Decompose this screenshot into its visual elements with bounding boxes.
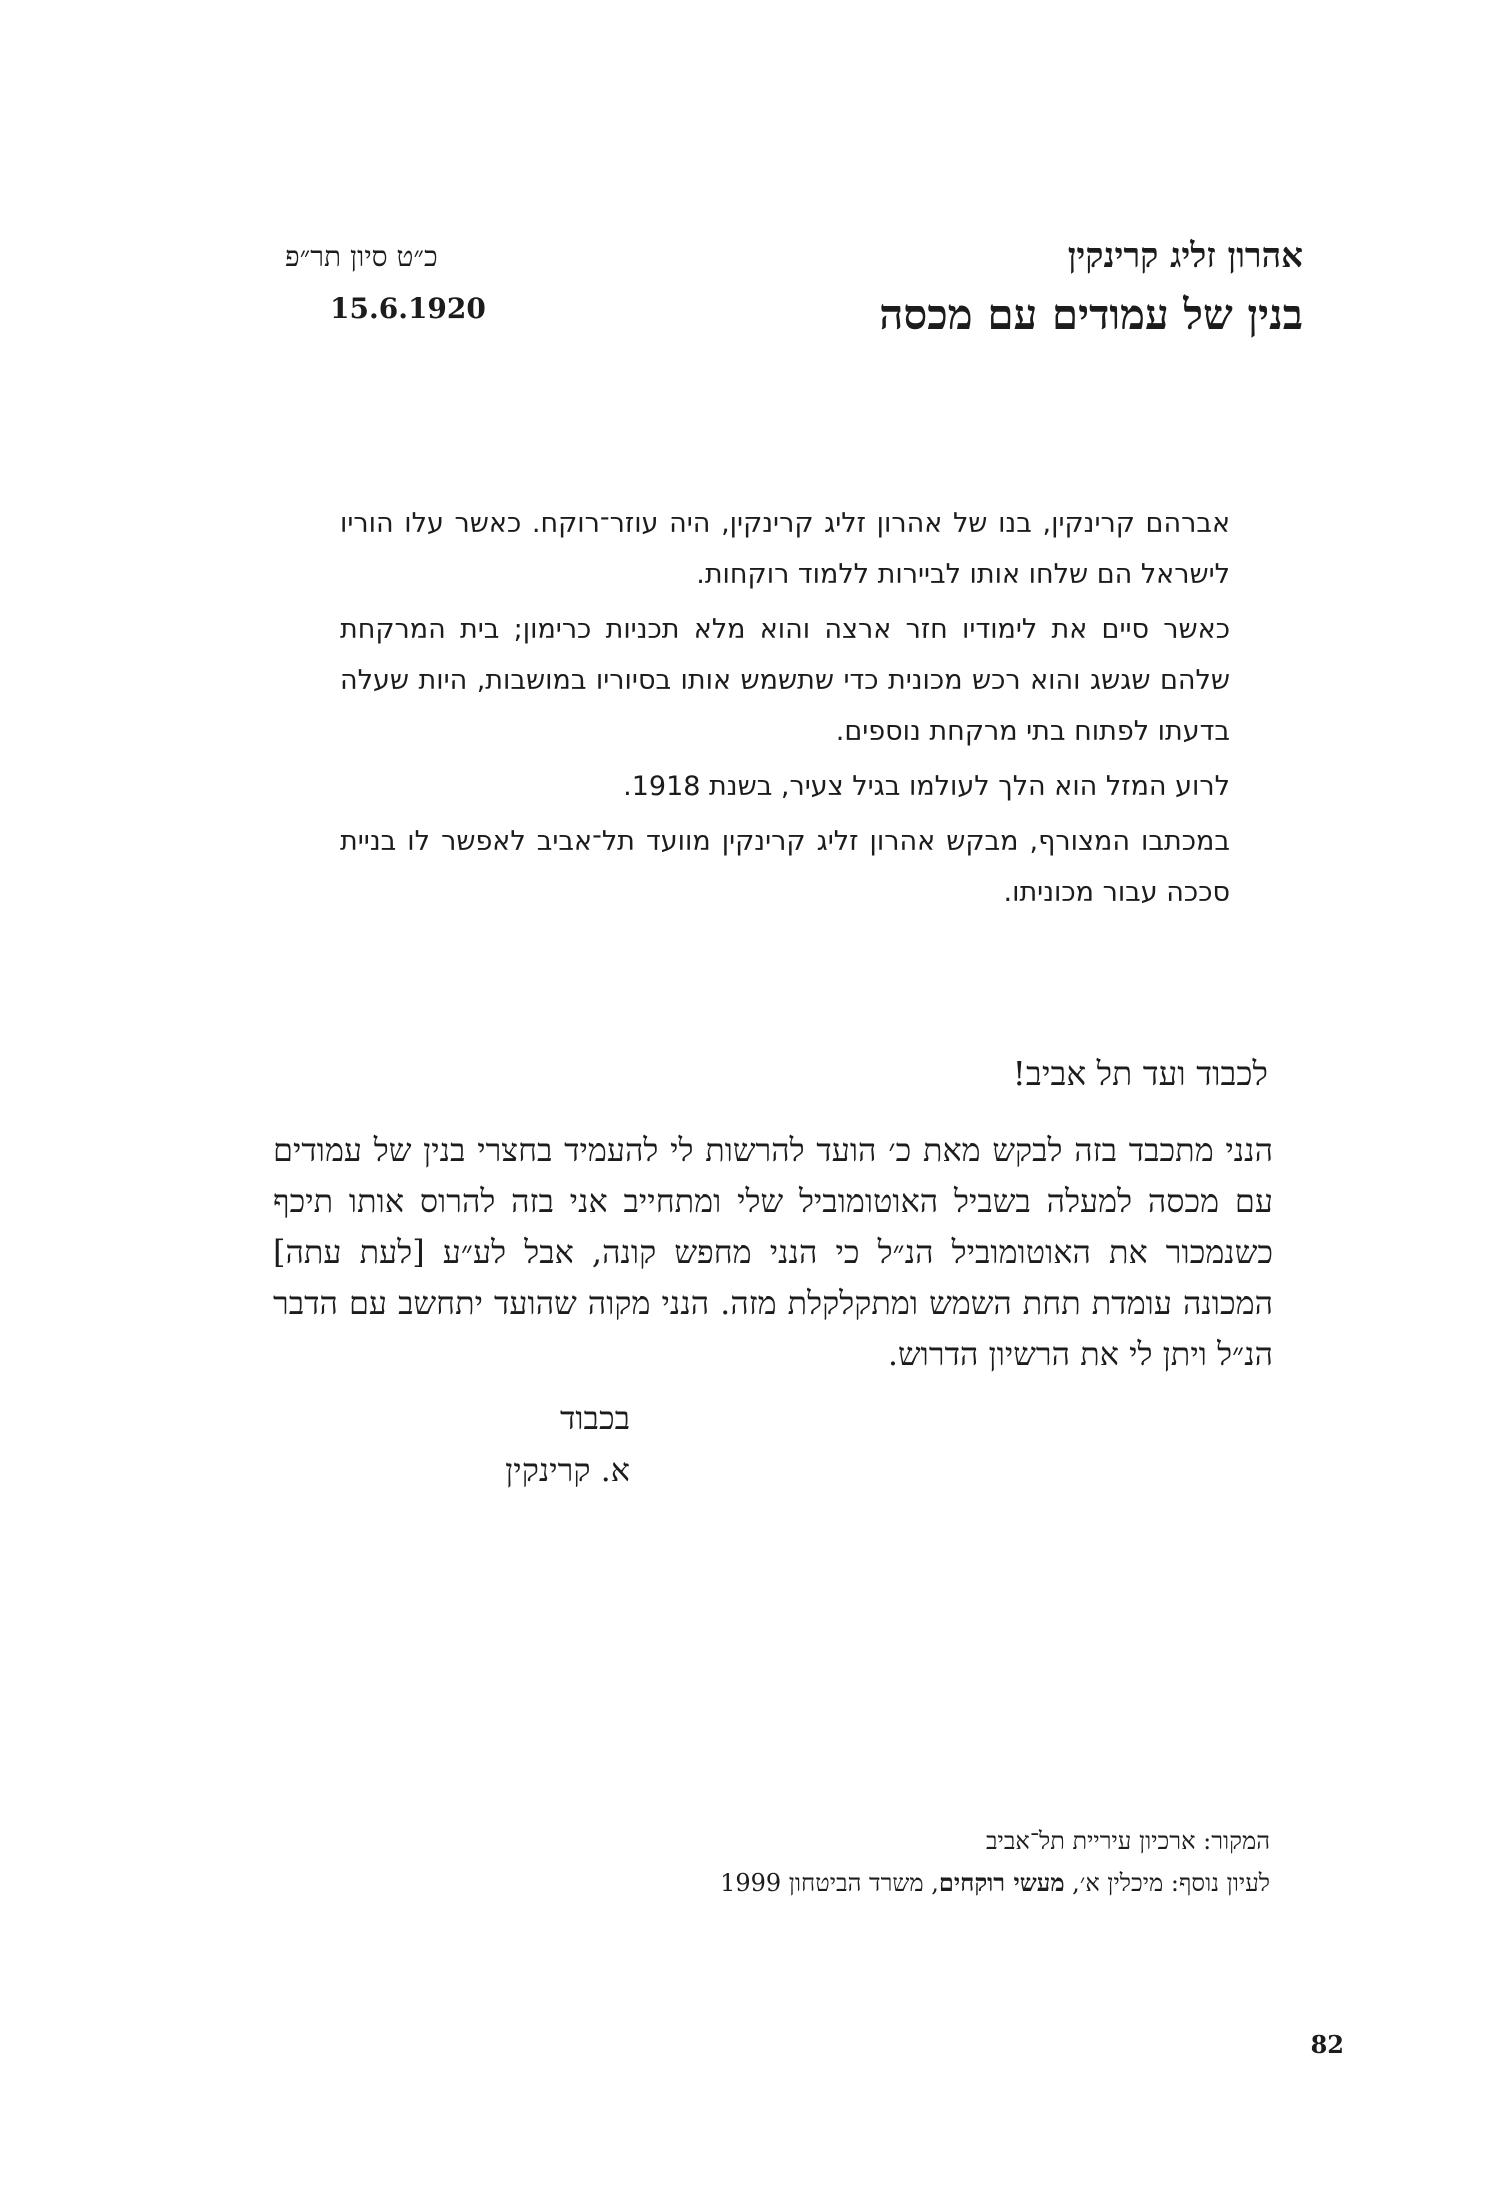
further-reading-prefix: לעיון נוסף: מיכלין א׳, bbox=[1064, 1869, 1270, 1897]
letter-body: הנני מתכבד בזה לבקש מאת כ׳ הועד להרשות לי להעמיד בחצרי בנין של עמודים עם מכסה למעלה בשביל האוטומוביל שלי ומתחייב אני בזה להרוס אותו תיכף כשנמכור את האוטומוביל הנ״ל כי הנני מחפש קונה, אבל לע״ע [לעת עתה] המכונה עומדת תחת השמש ומתקלקלת מזה. הנני מקוה שהועד יתחשב עם הדבר הנ״ל ויתן לי את הרשיון הדרוש. bbox=[273, 1131, 1274, 1373]
source-notes bbox=[470, 1820, 1270, 1904]
page-number: 82 bbox=[1310, 2030, 1344, 2059]
letter-closing bbox=[380, 1392, 630, 1496]
closing-phrase: בכבוד bbox=[559, 1399, 630, 1437]
hebrew-date: כ״ט סיון תר״פ bbox=[285, 240, 438, 273]
gregorian-date: 15.6.1920 bbox=[330, 292, 486, 325]
author-name: אהרון זליג קרינקין bbox=[1067, 236, 1303, 276]
further-reading bbox=[470, 1862, 1270, 1904]
intro-section bbox=[340, 498, 1230, 922]
further-reading-title: מעשי רוקחים bbox=[938, 1868, 1065, 1897]
source-origin: המקור: ארכיון עיריית תל־אביב bbox=[985, 1827, 1270, 1855]
further-reading-suffix: , משרד הביטחון 1999 bbox=[720, 1869, 939, 1897]
intro-paragraph: לרוע המזל הוא הלך לעולמו בגיל צעיר, בשנת 1918. bbox=[623, 771, 1230, 802]
document-title: בנין של עמודים עם מכסה bbox=[879, 290, 1303, 339]
intro-paragraph: אברהם קרינקין, בנו של אהרון זליג קרינקין, היה עוזר־רוקח. כאשר עלו הוריו לישראל הם שלחו אותו לביירות ללמוד רוקחות. bbox=[340, 508, 1230, 590]
intro-paragraph: במכתבו המצורף, מבקש אהרון זליג קרינקין מוועד תל־אביב לאפשר לו בניית סככה עבור מכוניתו. bbox=[340, 826, 1230, 908]
letter-salutation: לכבוד ועד תל אביב! bbox=[1012, 1054, 1268, 1093]
intro-paragraph: כאשר סיים את לימודיו חזר ארצה והוא מלא תכניות כרימון; בית המרקחת שלהם שגשג והוא רכש מכונית כדי שתשמש אותו בסיוריו במושבות, היות שעלה בדעתו לפתוח בתי מרקחת נוספים. bbox=[340, 614, 1230, 747]
signature: א. קרינקין bbox=[505, 1451, 630, 1489]
